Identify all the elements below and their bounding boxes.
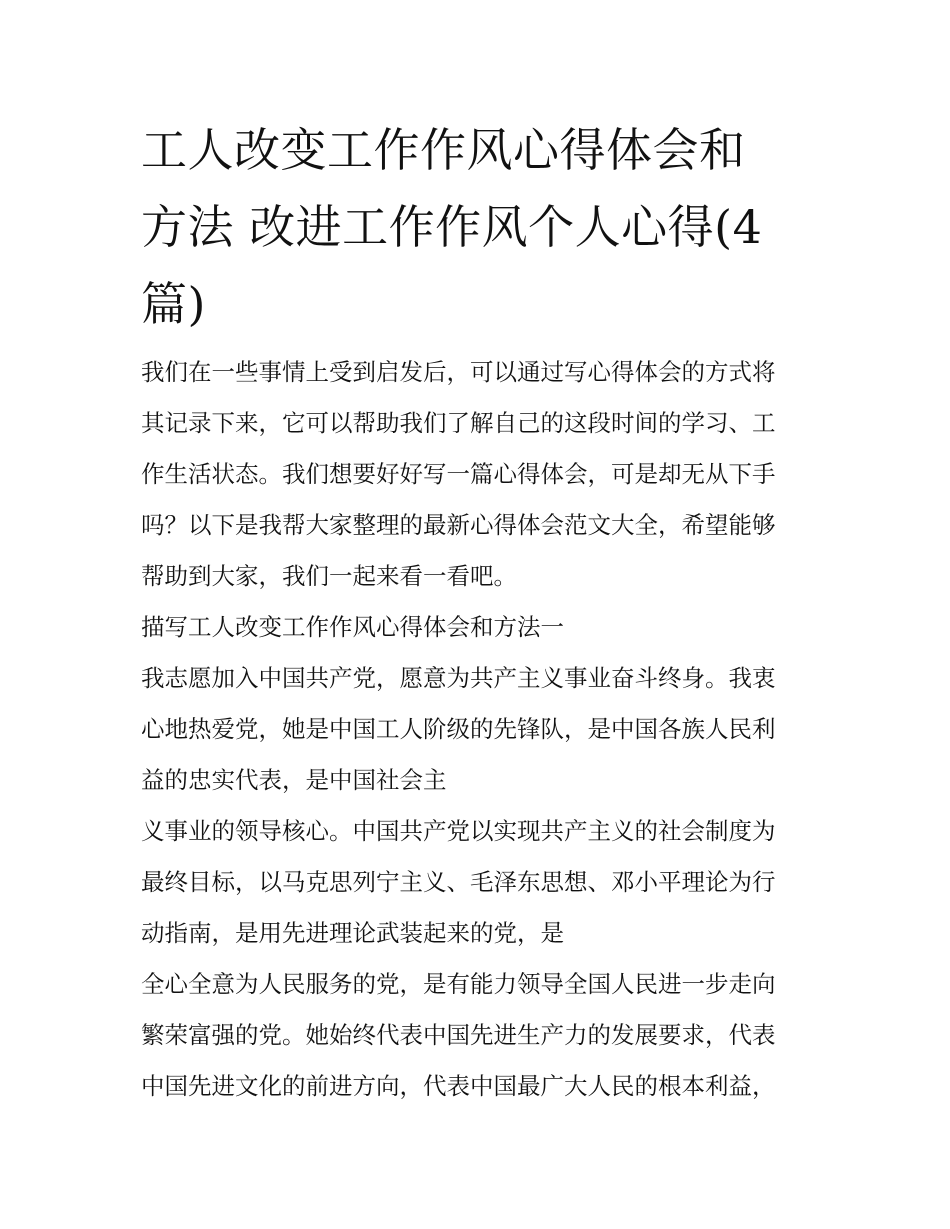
title-line: 工人改变工作作风心得体会和 [141,123,746,177]
body-line: 全心全意为人民服务的党，是有能力领导全国人民进一步走向 [141,970,776,998]
body-line: 作生活状态。我们想要好好写一篇心得体会，可是却无从下手 [141,460,776,488]
document-body [141,347,817,1112]
body-line: 心地热爱党，她是中国工人阶级的先锋队，是中国各族人民利 [141,715,776,743]
title-line: 方法 改进工作作风个人心得(4 [141,200,763,254]
body-line: 最终目标，以马克思列宁主义、毛泽东思想、邓小平理论为行 [141,868,776,896]
body-line: 帮助到大家，我们一起来看一看吧。 [141,562,517,590]
document-content [141,112,817,1112]
body-line: 吗？以下是我帮大家整理的最新心得体会范文大全，希望能够 [141,511,776,539]
body-line: 繁荣富强的党。她始终代表中国先进生产力的发展要求，代表 [141,1021,776,1049]
body-line: 我志愿加入中国共产党，愿意为共产主义事业奋斗终身。我衷 [141,664,776,692]
body-line: 动指南，是用先进理论武装起来的党，是 [141,919,564,947]
section-heading: 描写工人改变工作作风心得体会和方法一 [141,613,564,641]
body-line: 义事业的领导核心。中国共产党以实现共产主义的社会制度为 [141,817,776,845]
body-line: 我们在一些事情上受到启发后，可以通过写心得体会的方式将 [141,358,776,386]
body-line: 其记录下来，它可以帮助我们了解自己的这段时间的学习、工 [141,409,776,437]
body-line: 益的忠实代表，是中国社会主 [141,766,447,794]
body-line: 中国先进文化的前进方向，代表中国最广大人民的根本利益， [141,1072,776,1100]
document-title [141,112,817,343]
title-line: 篇) [141,277,206,331]
